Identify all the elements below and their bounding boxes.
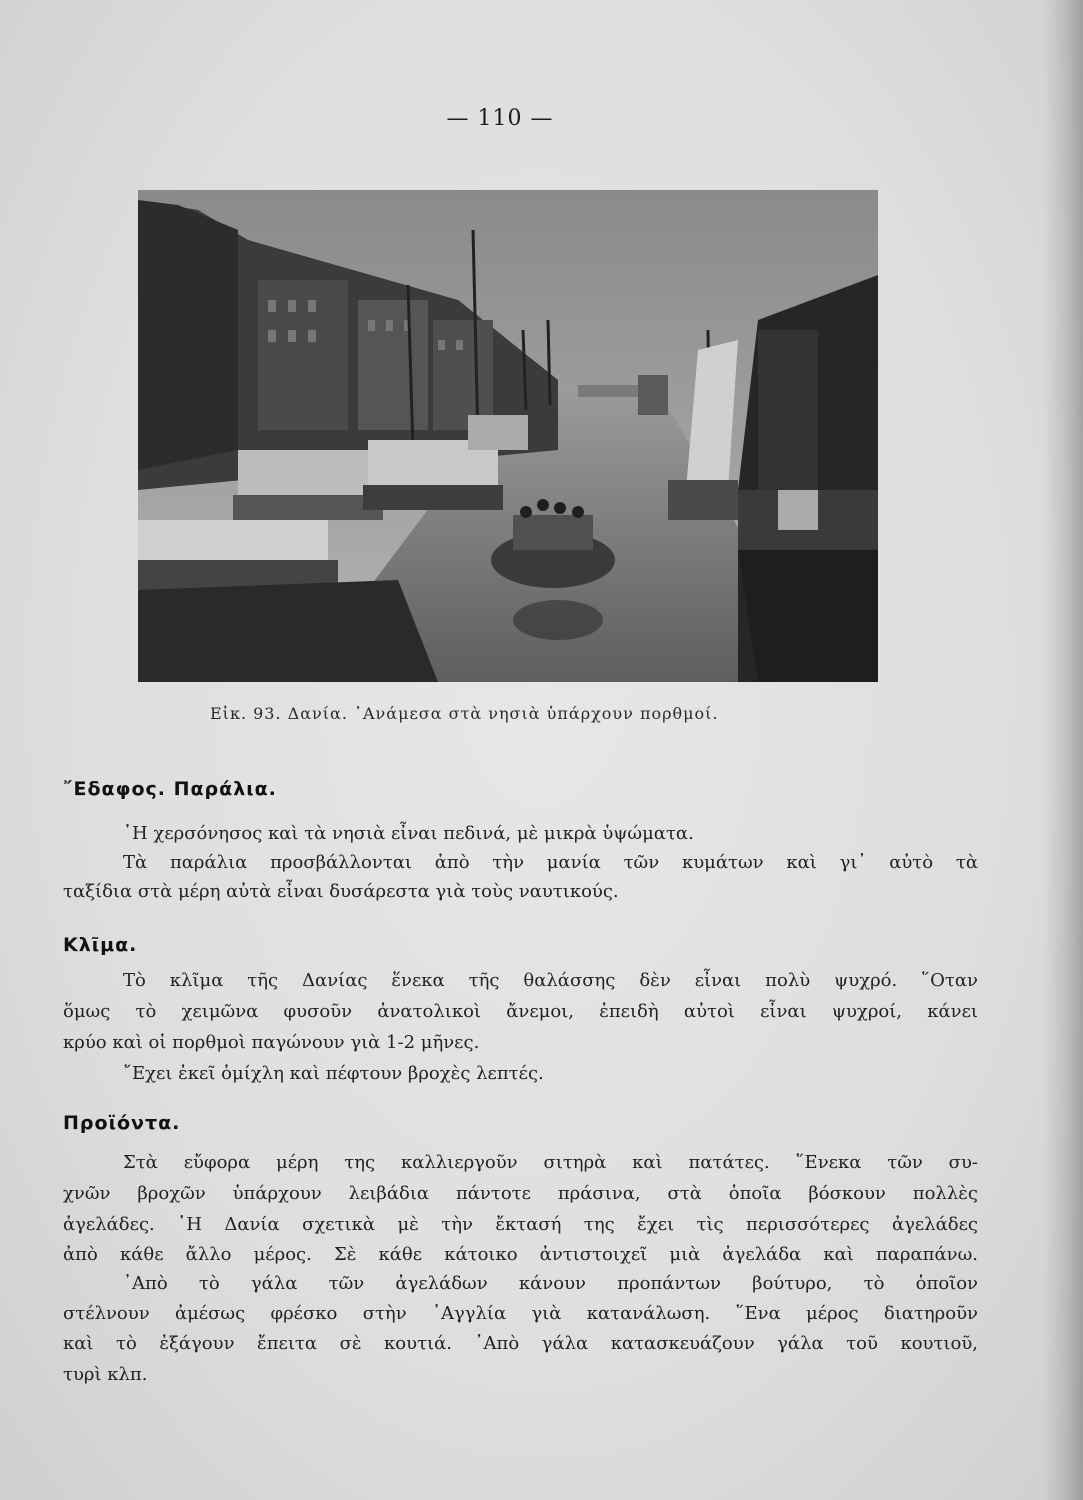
text-line: Στὰ εὔφορα μέρη της καλλιεργοῦν σιτηρὰ καὶ πατάτες. ῞Ενεκα τῶν συ- [123, 1152, 978, 1173]
harbor-photograph [138, 190, 878, 682]
text-line: ταξίδια στὰ μέρη αὐτὰ εἶναι δυσάρεστα γιὰ τοὺς ναυτικούς. [63, 881, 619, 902]
text-line: ᾿Απὸ τὸ γάλα τῶν ἀγελάδων κάνουν προπάντων βούτυρο, τὸ ὁποῖον [123, 1273, 978, 1294]
text-line: Τὸ κλῖμα τῆς Δανίας ἕνεκα τῆς θαλάσσης δὲν εἶναι πολὺ ψυχρό. ῞Οταν [123, 970, 978, 991]
text-line: ἀγελάδες. ῾Η Δανία σχετικὰ μὲ τὴν ἔκτασή της ἔχει τὶς περισσότερες ἀγελάδες [63, 1214, 978, 1235]
section-heading-climate: Κλῖμα. [63, 934, 138, 956]
text-line: καὶ τὸ ἐξάγουν ἔπειτα σὲ κουτιά. ᾿Απὸ γάλα κατασκευάζουν γάλα τοῦ κουτιοῦ, [63, 1333, 978, 1354]
text-line: ῎Εχει ἐκεῖ ὁμίχλη καὶ πέφτουν βροχὲς λεπτές. [123, 1063, 544, 1084]
text-line: ῾Η χερσόνησος καὶ τὰ νησιὰ εἶναι πεδινά, μὲ μικρὰ ὑψώματα. [123, 823, 694, 844]
section-heading-terrain: ῎Εδαφος. Παράλια. [63, 778, 277, 800]
text-line: ἀπὸ κάθε ἄλλο μέρος. Σὲ κάθε κάτοικο ἀντιστοιχεῖ μιὰ ἀγελάδα καὶ παραπάνω. [63, 1244, 978, 1265]
figure-caption: Εἰκ. 93. Δανία. ᾿Ανάμεσα στὰ νησιὰ ὑπάρχουν πορθμοί. [210, 704, 719, 723]
page-edge-shadow [1043, 0, 1083, 1500]
text-line: τυρὶ κλπ. [63, 1364, 148, 1385]
text-line: Τὰ παράλια προσβάλλονται ἀπὸ τὴν μανία τῶν κυμάτων καὶ γι᾿ αὐτὸ τὰ [123, 852, 978, 873]
page-number: — 110 — [446, 106, 554, 131]
text-line: στέλνουν ἀμέσως φρέσκο στὴν ᾿Αγγλία γιὰ κατανάλωση. ῞Ενα μέρος διατηροῦν [63, 1303, 978, 1324]
section-heading-products: Προϊόντα. [63, 1112, 181, 1134]
text-line: ὅμως τὸ χειμῶνα φυσοῦν ἀνατολικοὶ ἄνεμοι, ἐπειδὴ αὐτοὶ εἶναι ψυχροί, κάνει [63, 1001, 978, 1022]
text-line: κρύο καὶ οἱ πορθμοὶ παγώνουν γιὰ 1-2 μῆνες. [63, 1032, 480, 1053]
harbor-photo-illustration [138, 190, 878, 682]
text-line: χνῶν βροχῶν ὑπάρχουν λειβάδια πάντοτε πράσινα, στὰ ὁποῖα βόσκουν πολλὲς [63, 1183, 978, 1204]
